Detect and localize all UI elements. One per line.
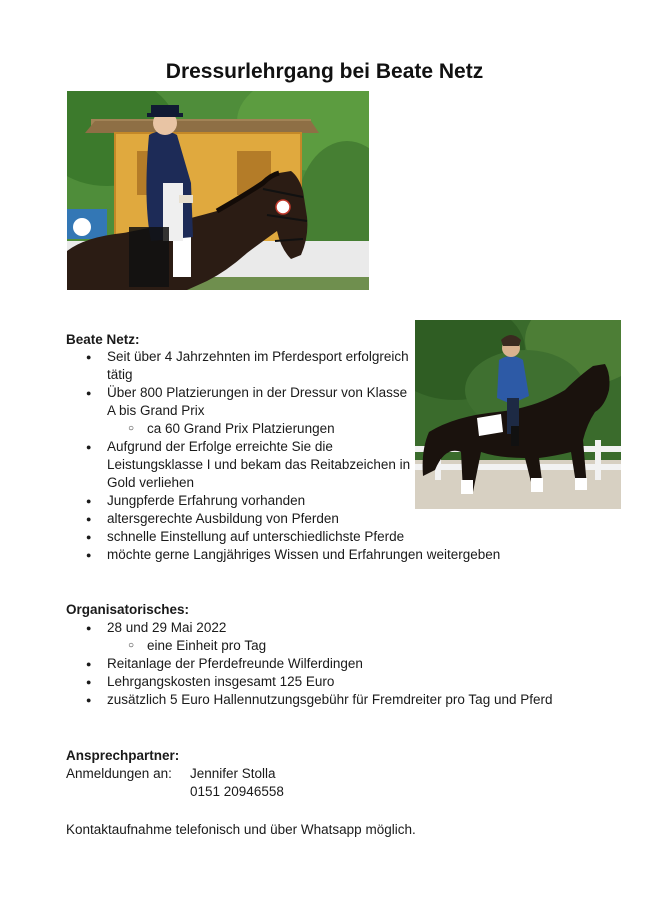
beate-bullet-list [66,348,501,564]
list-item: ● 28 und 29 Mai 2022 ○ eine Einheit pro Tag [66,619,626,655]
page-title: Dressurlehrgang bei Beate Netz [165,60,484,83]
contact-note: Kontaktaufnahme telefonisch und über Whatsapp möglich. [66,822,416,837]
sub-list-item: ○ eine Einheit pro Tag [107,637,626,655]
dressage-rider-photo-icon [67,91,369,290]
list-item: ● Jungpferde Erfahrung vorhanden [66,492,607,510]
sub-list-item: ○ ca 60 Grand Prix Platzierungen [107,420,416,438]
list-item: ● Über 800 Platzierungen in der Dressur von Klasse A bis Grand Prix ○ ca 60 Grand Prix Platzierungen [66,384,416,438]
contact-values [190,765,284,801]
list-item: ● altersgerechte Ausbildung von Pferden [66,510,607,528]
list-item: ● zusätzlich 5 Euro Hallennutzungsgebühr für Fremdreiter pro Tag und Pferd [66,691,626,709]
list-item: ● Aufgrund der Erfolge erreichte Sie die Leistungsklasse I und bekam das Reitabzeichen in Gold verliehen [66,438,416,492]
list-item: ● schnelle Einstellung auf unterschiedlichste Pferde [66,528,607,546]
contact-phone: 0151 20946558 [190,784,284,799]
list-item: ● Lehrgangskosten insgesamt 125 Euro [66,673,626,691]
orga-bullet-list [66,619,626,709]
orga-heading: Organisatorisches: [66,602,190,617]
sub-list [107,637,626,655]
list-item: ● möchte gerne Langjähriges Wissen und Erfahrungen weitergeben [66,546,607,564]
dressage-training-photo-icon [415,320,621,509]
sub-list [107,420,416,438]
contact-heading: Ansprechpartner: [66,748,180,763]
registration-label: Anmeldungen an: [66,766,172,781]
list-item: ● Seit über 4 Jahrzehnten im Pferdesport erfolgreich tätig [66,348,416,384]
list-item: ● Reitanlage der Pferdefreunde Wilferdingen [66,655,626,673]
beate-heading: Beate Netz: [66,332,140,347]
contact-block [66,765,486,801]
contact-name: Jennifer Stolla [190,766,276,781]
